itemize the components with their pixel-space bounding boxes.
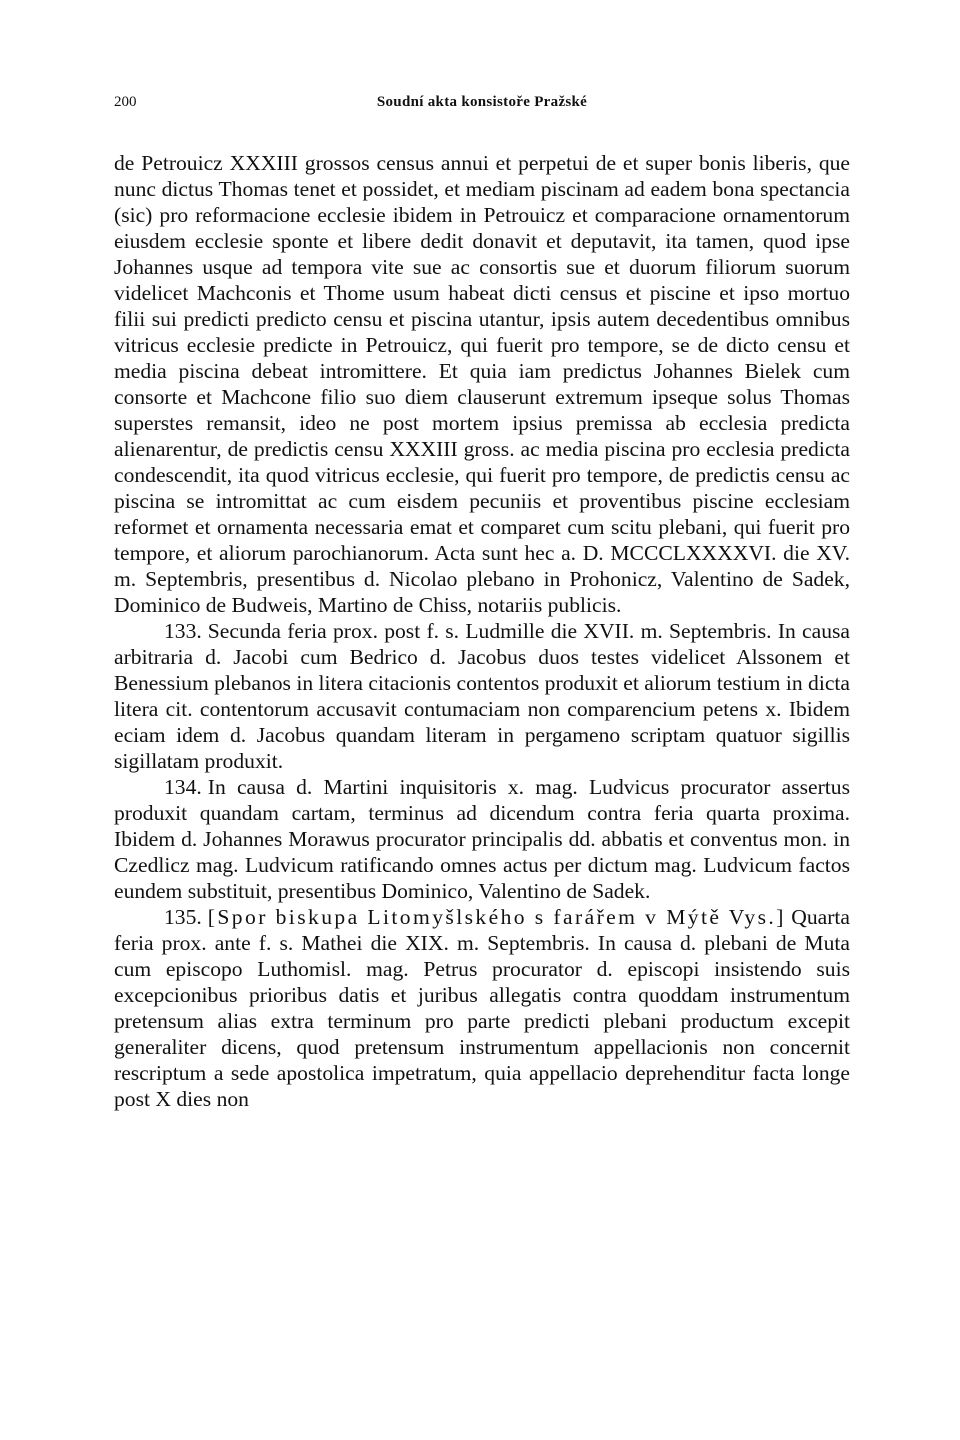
paragraph-text: In causa d. Martini inquisitoris x. mag. Ludvicus procurator assertus produxit quandam cartam, terminus ad dicendum contra feria quarta proxima. Ibidem d. Johannes Morawus procurator principalis dd. abbatis et conventus mon. in Czedlicz mag. Ludvicum ratificando omnes actus per dictum mag. Ludvicum factos eundem substituit, presentibus Dominico, Valentino de Sadek. bbox=[114, 775, 850, 903]
document-page bbox=[114, 94, 850, 1112]
entry-number: 135. bbox=[164, 905, 202, 929]
entry-number: 134. bbox=[164, 775, 202, 799]
paragraph-text: Quarta feria prox. ante f. s. Mathei die XIX. m. Septembris. In causa d. plebani de Muta cum episcopo Luthomisl. mag. Petrus procurator d. episcopi insistendo suis excepcionibus prioribus datis et juribus allegatis contra quoddam instrumentum pretensum alias extra terminum pro parte predicti plebani productum excepit generaliter dicens, quod pretensum instrumentum appellacionis non concernit rescriptum a sede apostolica impetratum, quia appellacio deprehenditur facta longe post X dies non bbox=[114, 905, 851, 1111]
entry-134 bbox=[114, 774, 850, 904]
paragraph-text: de Petrouicz XXXIII grossos census annui et perpetui de et super bonis liberis, que nunc dictus Thomas tenet et possidet, et mediam piscinam ad eadem bona spectancia (sic) pro reformacione ecclesie ibidem in Petrouicz et comparacione ornamentorum eiusdem ecclesie sponte et libere dedit donavit et deputavit, ita tamen, quod ipse Johannes usque ad tempora vite sue ac consortis sue et duorum filiorum suorum videlicet Machconis et Thome usum habeat dicti census et piscine et ipso mortuo filii sui predicti predicto censu et piscina utantur, ipsis autem decedentibus omnibus vitricus ecclesie predicte in Petrouicz, qui fuerit pro tempore, se de dicto censu et media piscina debeat intromittere. Et quia iam predictus Johannes Bielek cum consorte et Machcone filio suo diem clauserunt extremum ipseque solus Thomas superstes remansit, ideo ne post mortem ipsius premissa ab ecclesia predicta alienarentur, de predictis censu XXXIII gross. ac media piscina pro ecclesia predicta condescendit, ita quod vitricus ecclesie, qui fuerit pro tempore, de predictis censu ac piscina se intromittat ac cum eisdem pecuniis et proventibus piscine ecclesiam reformet et ornamenta necessaria emat et comparet cum scitu plebani, qui fuerit pro tempore, et aliorum parochianorum. Acta sunt hec a. D. MCCCLXXXXVI. die XV. m. Septembris, presentibus d. Nicolao plebano in Prohonicz, Valentino de Sadek, Dominico de Budweis, Martino de Chiss, notariis publicis. bbox=[114, 151, 850, 617]
entry-number: 133. bbox=[164, 619, 202, 643]
page-header bbox=[114, 94, 850, 120]
page-number: 200 bbox=[114, 94, 137, 110]
body-text bbox=[114, 150, 850, 1112]
running-title: Soudní akta konsistoře Pražské bbox=[376, 94, 588, 110]
entry-133 bbox=[114, 618, 850, 774]
paragraph-text: Secunda feria prox. post f. s. Ludmille die XVII. m. Septembris. In causa arbitraria d. Jacobi cum Bedrico d. Jacobus duos testes videlicet Alssonem et Benessium plebanos in litera citacionis contentos produxit et aliorum testium in dicta litera cit. contentorum accusavit contumaciam non comparencium petens x. Ibidem eciam idem d. Jacobus quandam literam in pergameno scriptam quatuor sigillis sigillatam produxit. bbox=[114, 619, 850, 773]
entry-135 bbox=[114, 904, 850, 1112]
paragraph-continuation bbox=[114, 150, 850, 618]
entry-heading: [Spor biskupa Litomyšlského s farářem v Mýtě Vys.] bbox=[207, 905, 786, 929]
